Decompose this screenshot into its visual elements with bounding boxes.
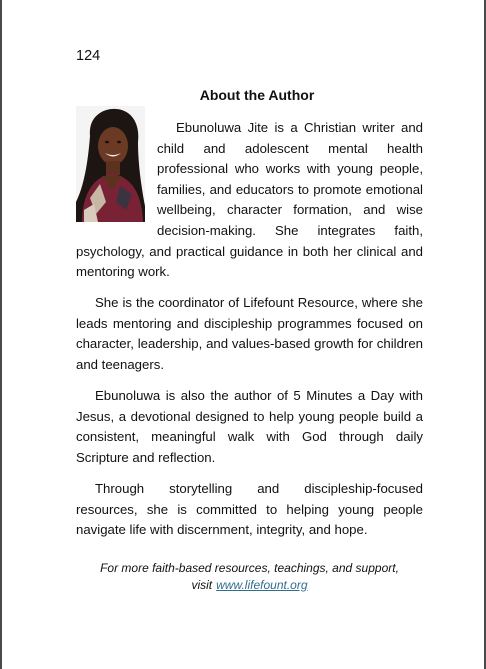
page-number: 124 xyxy=(76,48,101,64)
bio-paragraph-1: Ebunoluwa Jite is a Christian writer and child and adolescent mental health professional who works with young people, families, and educators to promote emotional wellbeing, character formation, and wise decision-making. She integrates faith, psychology, and practical guidance in both her clinical and mentoring work. xyxy=(76,120,423,280)
bio-paragraph-3: Ebunoluwa is also the author of 5 Minutes a Day with Jesus, a devotional designed to help young people build a consistent, meaningful walk with God through daily Scripture and reflection. xyxy=(76,388,423,465)
footer-visit-label: visit xyxy=(191,577,213,592)
footer-text: For more faith-based resources, teachings, and support, xyxy=(100,561,399,575)
footer-visit-line xyxy=(76,577,423,594)
website-link[interactable]: www.lifefount.org xyxy=(216,577,308,592)
footer-note xyxy=(76,560,423,593)
author-portrait-icon xyxy=(76,106,145,222)
author-bio xyxy=(76,118,423,551)
bio-paragraph-2: She is the coordinator of Lifefount Resource, where she leads mentoring and discipleship programmes focused on character, leadership, and values-based growth for children and teenagers. xyxy=(76,295,423,373)
bio-paragraph-4: Through storytelling and discipleship-focused resources, she is committed to helping young people navigate life with discernment, integrity, and hope. xyxy=(76,481,423,538)
page-title: About the Author xyxy=(199,87,315,103)
author-photo xyxy=(76,106,145,222)
